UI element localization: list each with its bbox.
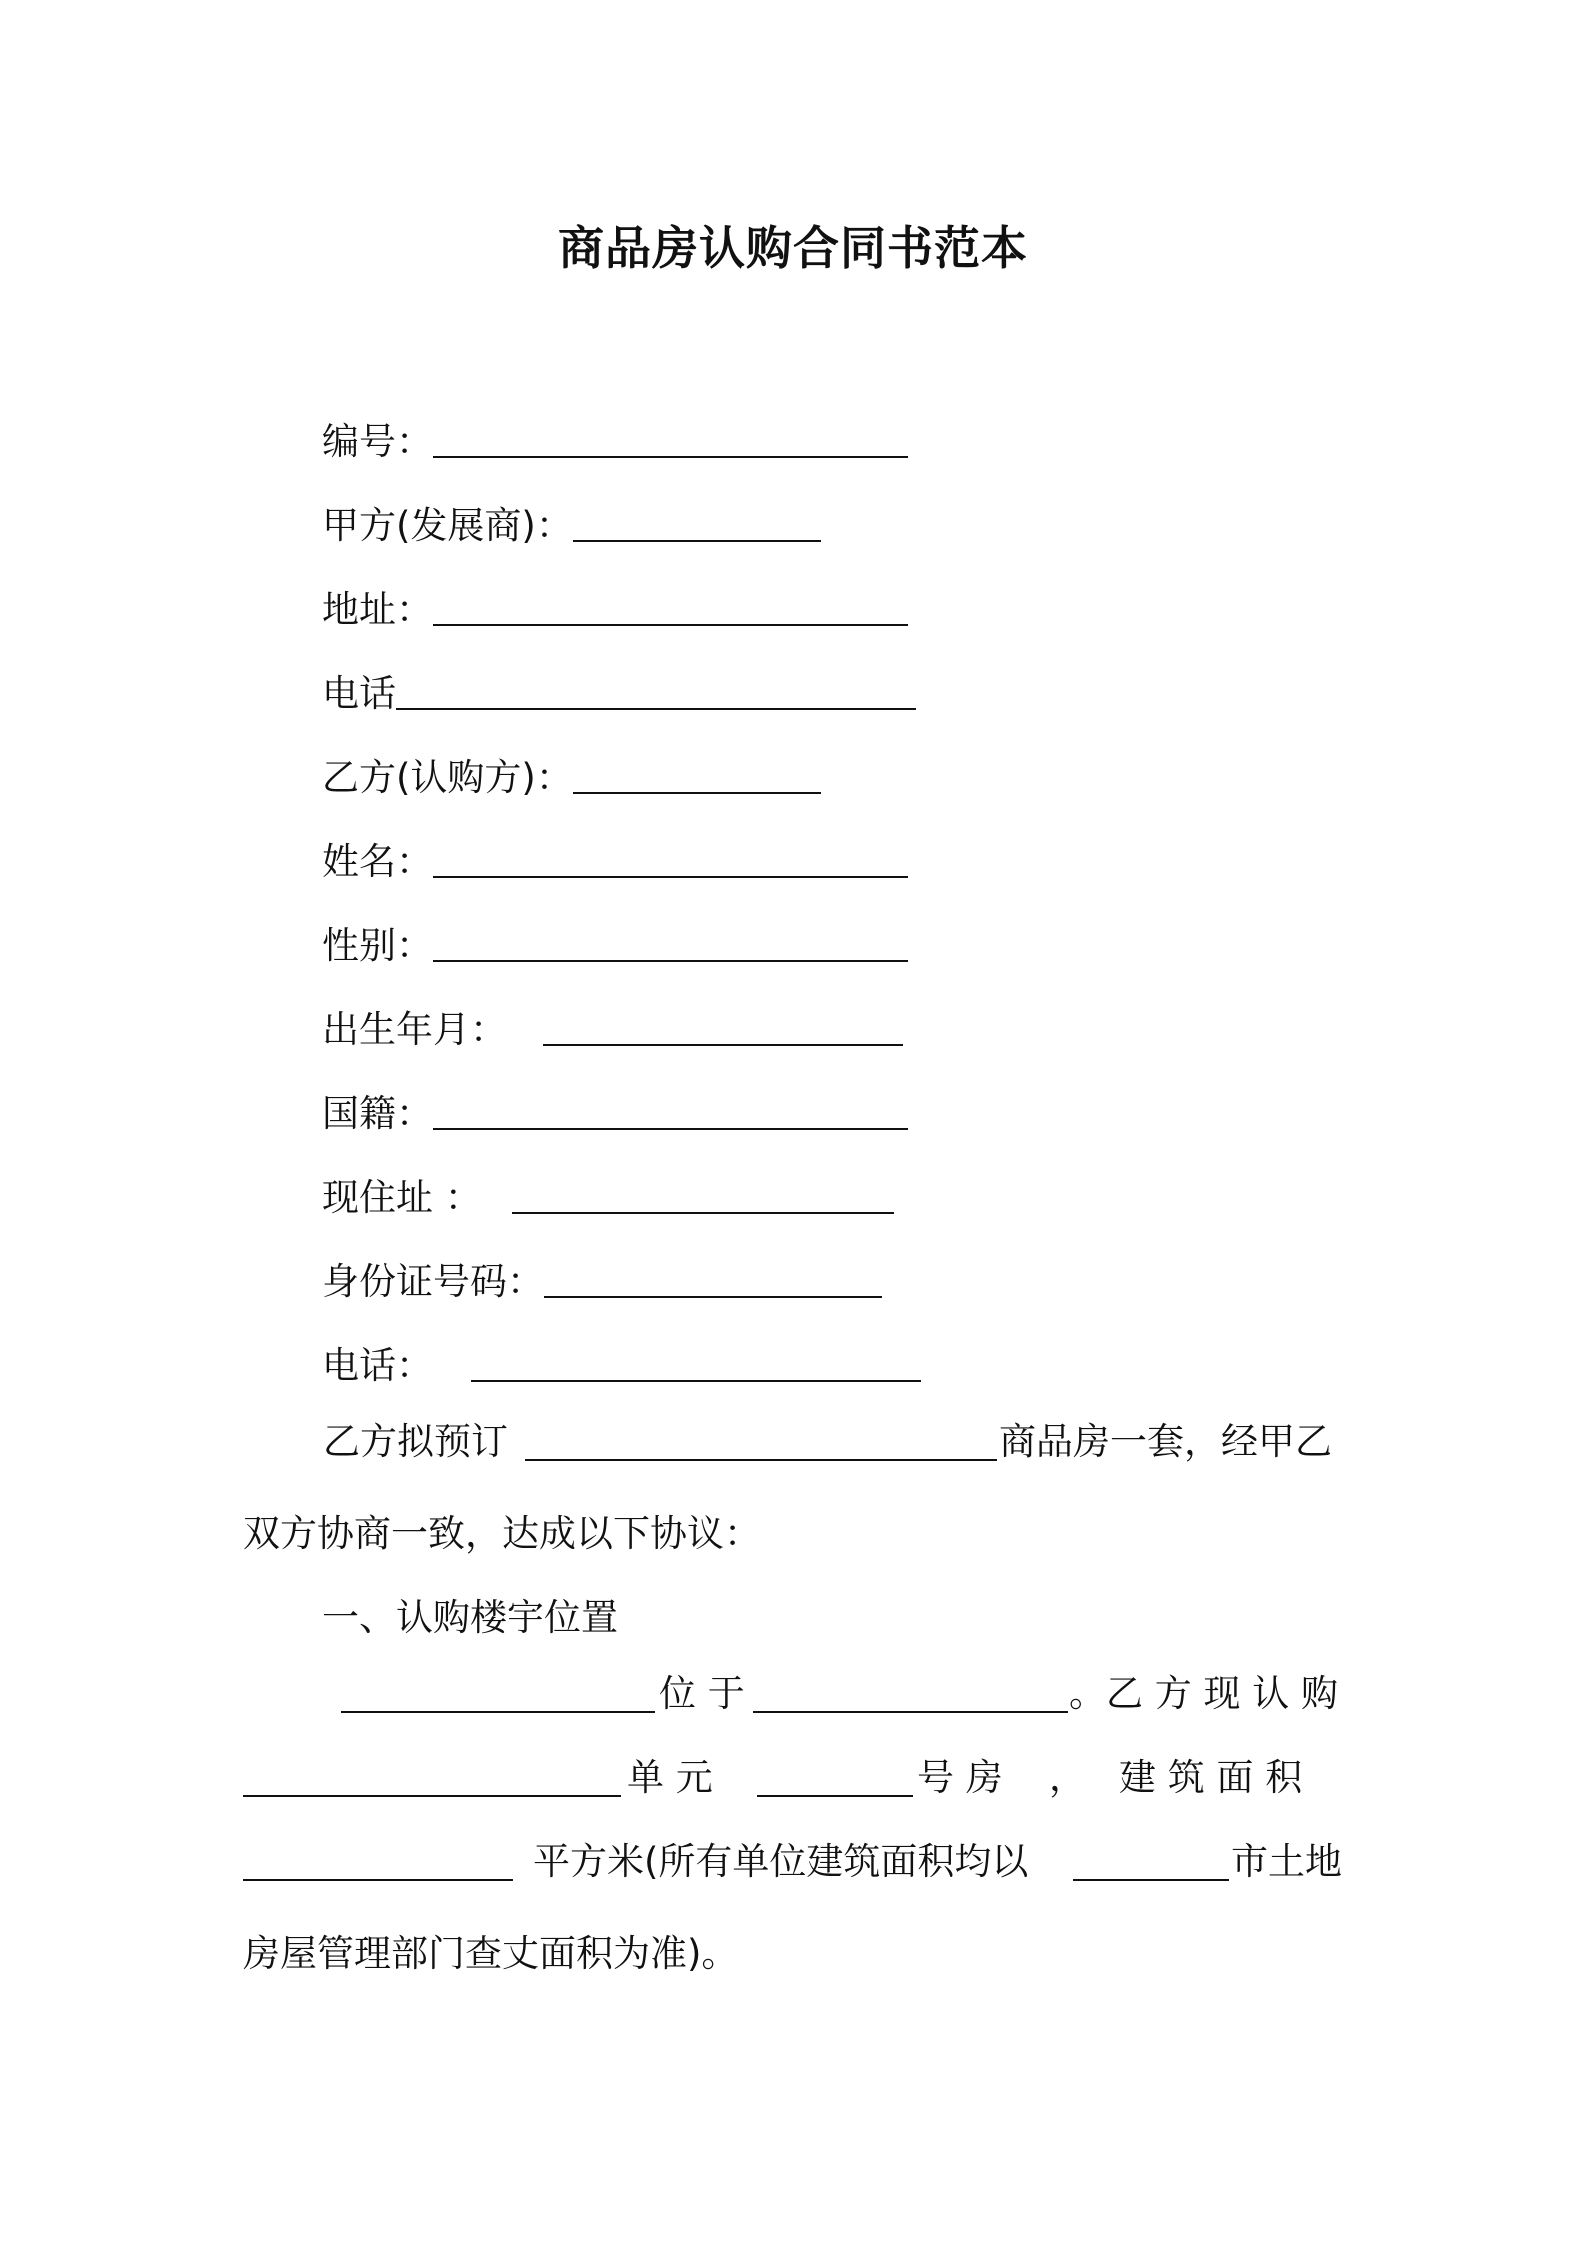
field-id-number-label: 身份证号码： [322, 1260, 544, 1303]
field-birth-date [322, 993, 903, 1053]
field-name [322, 825, 908, 885]
unit-text: 单 元 [627, 1756, 713, 1799]
document-title: 商品房认购合同书范本 [558, 221, 1028, 275]
area-blank[interactable] [243, 1879, 513, 1881]
field-address-label: 地址： [322, 588, 433, 631]
field-nationality-blank[interactable] [433, 1120, 908, 1130]
field-gender-blank[interactable] [433, 952, 908, 962]
field-address-blank[interactable] [433, 616, 908, 626]
field-gender [322, 909, 908, 969]
field-birth-date-blank[interactable] [543, 1036, 903, 1046]
intro-line-1 [243, 1413, 1353, 1473]
field-name-label: 姓名： [322, 840, 433, 883]
room-number-text: 号 房 [917, 1756, 1003, 1799]
located-at-text: 位 于 [659, 1672, 745, 1715]
field-address [322, 573, 908, 633]
field-current-address-blank[interactable] [512, 1204, 894, 1214]
field-phone-b [322, 1329, 921, 1389]
location-line-2 [243, 1749, 1353, 1809]
buyer-subscribe-text: 。乙 方 现 认 购 [1069, 1672, 1339, 1715]
building-name-blank[interactable] [341, 1711, 655, 1713]
location-line-4: 房屋管理部门查丈面积为准)。 [243, 1932, 739, 1975]
field-party-a [322, 489, 821, 549]
sqm-text: 平方米(所有单位建筑面积均以 [533, 1840, 1029, 1883]
field-number-label: 编号： [322, 420, 433, 463]
field-gender-label: 性别： [322, 924, 433, 967]
unit-blank[interactable] [243, 1795, 621, 1797]
field-party-b-blank[interactable] [573, 784, 821, 794]
field-party-b [322, 741, 821, 801]
city-land-text: 市土地 [1231, 1840, 1342, 1883]
intro-line-2: 双方协商一致，达成以下协议： [243, 1512, 761, 1555]
comma-text: ， [1049, 1756, 1086, 1799]
location-blank[interactable] [753, 1711, 1068, 1713]
field-phone-a [322, 657, 916, 717]
field-phone-b-blank[interactable] [471, 1372, 921, 1382]
field-nationality [322, 1077, 908, 1137]
section-1-heading: 一、认购楼宇位置 [322, 1596, 618, 1639]
field-number [322, 405, 908, 465]
field-current-address [322, 1161, 894, 1221]
location-line-3 [243, 1833, 1353, 1893]
field-id-number [322, 1245, 882, 1305]
field-phone-a-blank[interactable] [396, 700, 916, 710]
intro-part-2: 商品房一套，经甲乙 [999, 1420, 1332, 1463]
location-line-1 [243, 1665, 1353, 1725]
intro-part-1: 乙方拟预订 [323, 1420, 508, 1463]
field-phone-b-label: 电话： [322, 1344, 433, 1387]
field-nationality-label: 国籍： [322, 1092, 433, 1135]
field-current-address-label: 现住址 ： [322, 1176, 482, 1219]
field-party-a-blank[interactable] [573, 532, 821, 542]
building-area-text: 建 筑 面 积 [1119, 1756, 1303, 1799]
city-blank[interactable] [1073, 1879, 1229, 1881]
field-phone-a-label: 电话 [322, 672, 396, 715]
field-birth-date-label: 出生年月： [322, 1008, 507, 1051]
field-number-blank[interactable] [433, 448, 908, 458]
field-name-blank[interactable] [433, 868, 908, 878]
intro-property-blank[interactable] [525, 1459, 997, 1461]
field-party-b-label: 乙方(认购方)： [322, 756, 573, 799]
field-party-a-label: 甲方(发展商)： [322, 504, 573, 547]
room-number-blank[interactable] [757, 1795, 913, 1797]
field-id-number-blank[interactable] [544, 1288, 882, 1298]
